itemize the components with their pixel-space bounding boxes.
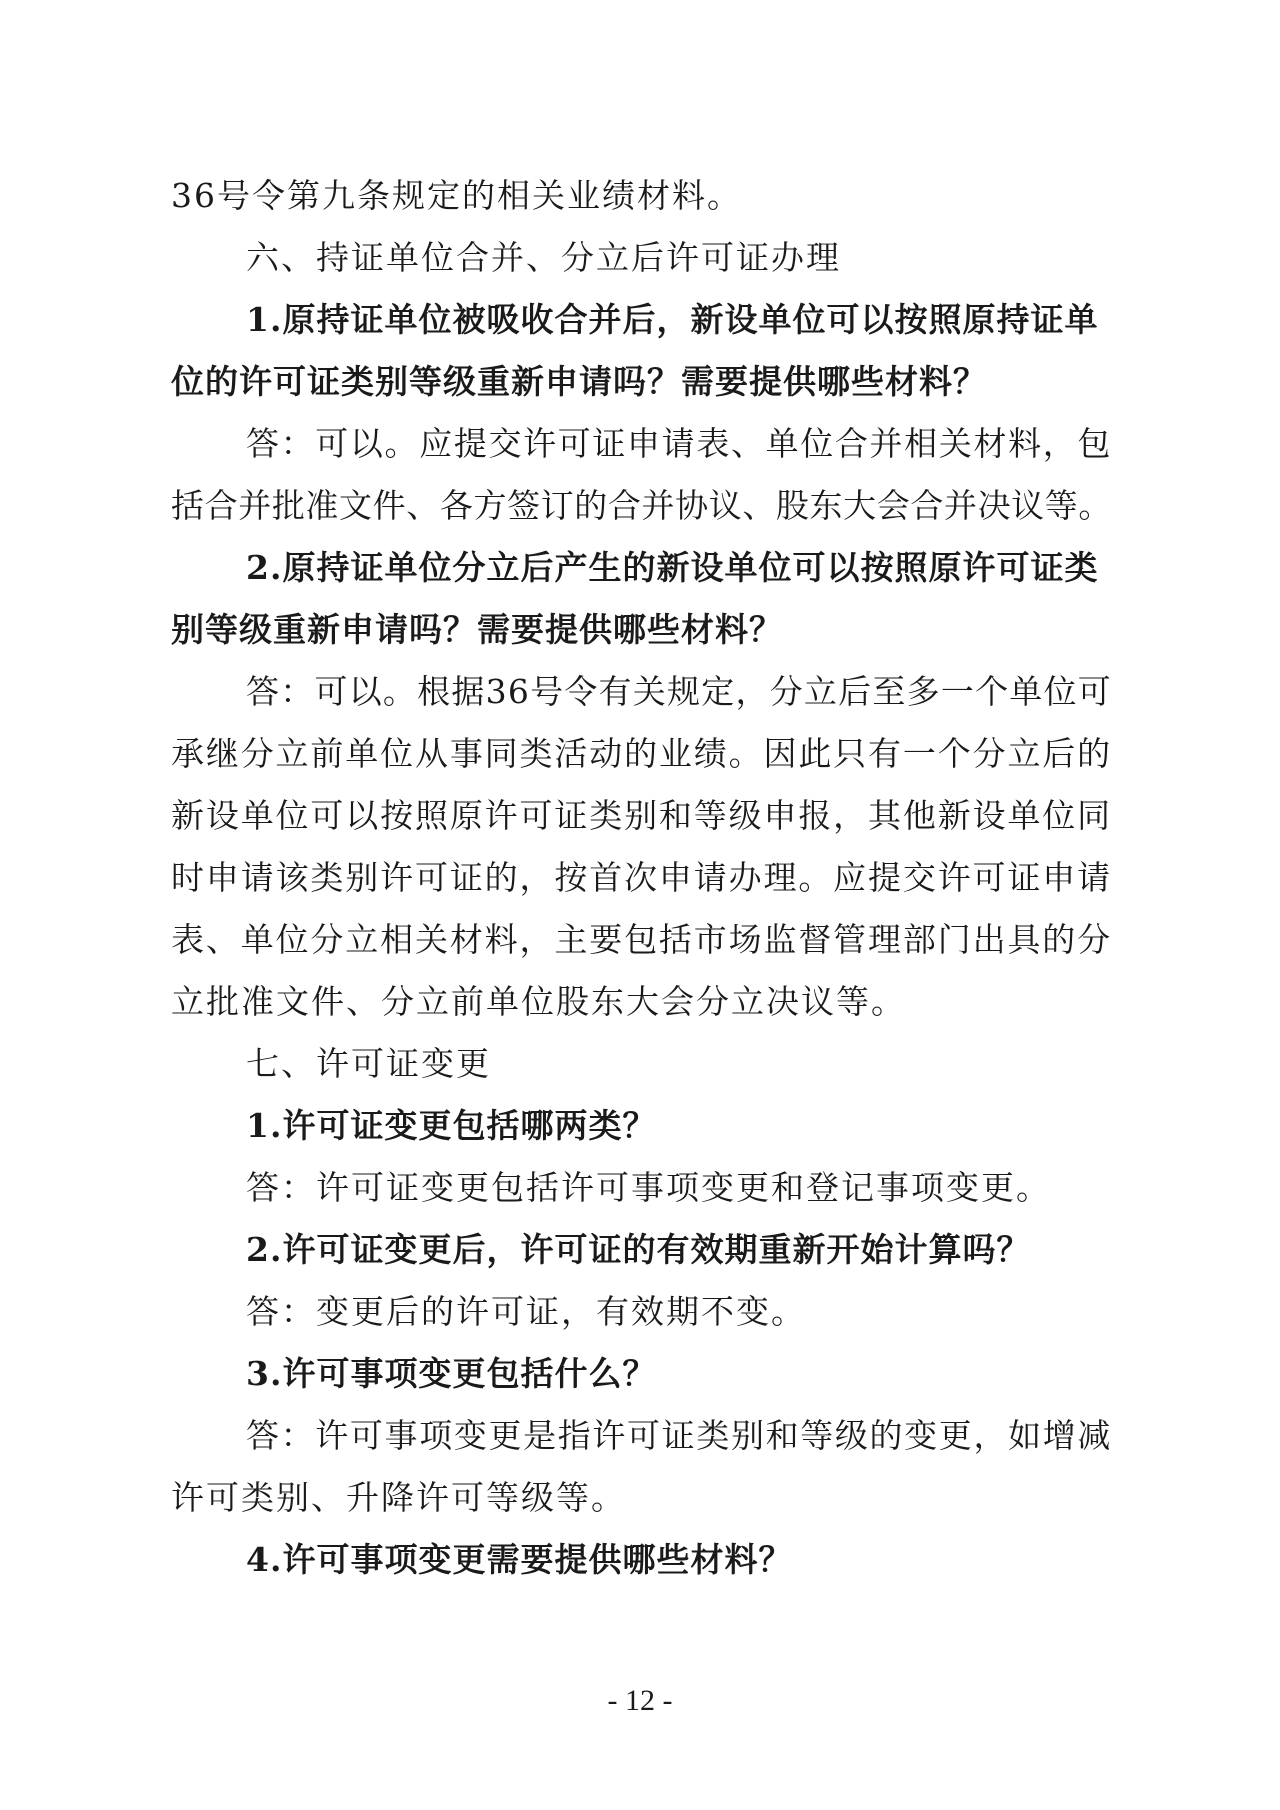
question-line: 别等级重新申请吗？需要提供哪些材料？: [171, 610, 783, 649]
answer-line: 立批准文件、分立前单位股东大会分立决议等。: [171, 982, 906, 1021]
text-line: 36号令第九条规定的相关业绩材料。: [171, 176, 742, 215]
answer-line: 答：可以。应提交许可证申请表、单位合并相关材料，包: [246, 424, 1112, 463]
question-line: 1.许可证变更包括哪两类？: [246, 1106, 657, 1145]
answer-line: 承继分立前单位从事同类活动的业绩。因此只有一个分立后的: [171, 734, 1112, 773]
section-heading: 六、持证单位合并、分立后许可证办理: [246, 238, 841, 277]
answer-line: 答：可以。根据36号令有关规定，分立后至多一个单位可: [246, 672, 1112, 711]
answer-line: 答：变更后的许可证，有效期不变。: [246, 1292, 806, 1331]
section-heading: 七、许可证变更: [246, 1044, 491, 1083]
question-line: 1.原持证单位被吸收合并后，新设单位可以按照原持证单: [246, 300, 1099, 339]
question-line: 3.许可事项变更包括什么？: [246, 1354, 657, 1393]
page-number: - 12 -: [607, 1684, 673, 1717]
answer-line: 答：许可证变更包括许可事项变更和登记事项变更。: [246, 1168, 1051, 1207]
answer-line: 新设单位可以按照原许可证类别和等级申报，其他新设单位同: [171, 796, 1112, 835]
question-line: 2.原持证单位分立后产生的新设单位可以按照原许可证类: [246, 548, 1099, 587]
question-line: 4.许可事项变更需要提供哪些材料？: [246, 1540, 793, 1579]
answer-line: 许可类别、升降许可等级等。: [171, 1478, 626, 1517]
answer-line: 时申请该类别许可证的，按首次申请办理。应提交许可证申请: [171, 858, 1112, 897]
question-line: 2.许可证变更后，许可证的有效期重新开始计算吗？: [246, 1230, 1031, 1269]
answer-line: 答：许可事项变更是指许可证类别和等级的变更，如增减: [246, 1416, 1112, 1455]
answer-line: 表、单位分立相关材料，主要包括市场监督管理部门出具的分: [171, 920, 1112, 959]
answer-line: 括合并批准文件、各方签订的合并协议、股东大会合并决议等。: [171, 486, 1112, 525]
question-line: 位的许可证类别等级重新申请吗？需要提供哪些材料？: [171, 362, 987, 401]
